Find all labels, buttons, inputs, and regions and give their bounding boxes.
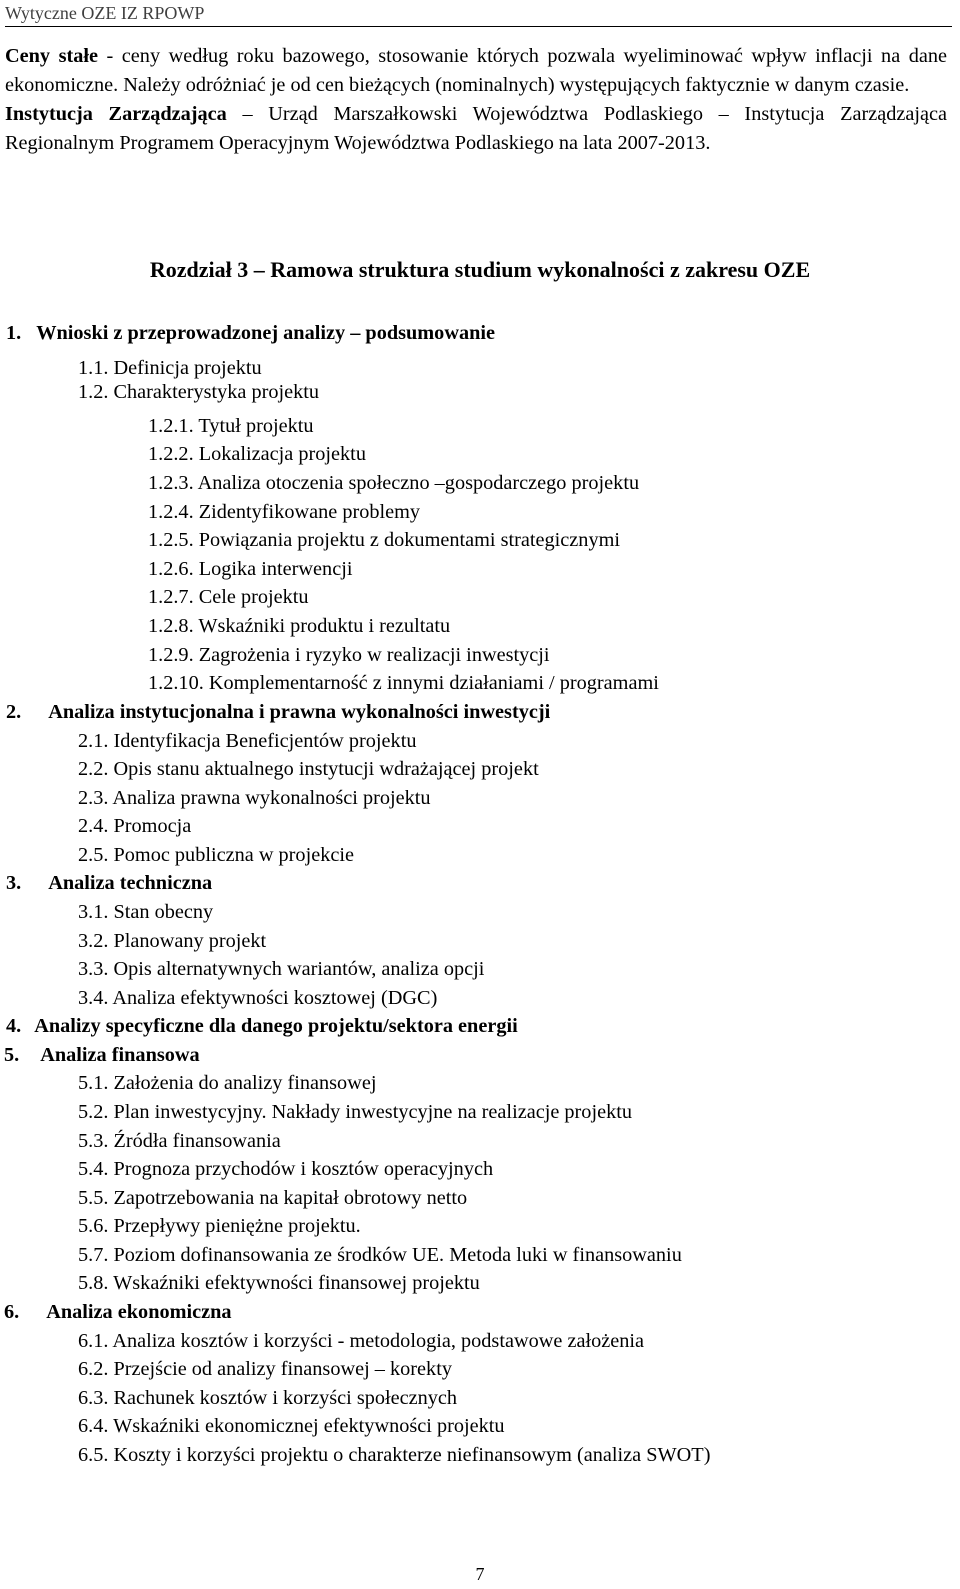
toc-number: 6.3. (78, 1387, 109, 1409)
toc-text: Analiza otoczenia społeczno –gospodarczego projektu (197, 472, 640, 494)
toc-text: Zapotrzebowania na kapitał obrotowy netto (113, 1187, 468, 1209)
toc-item-level-2 (78, 1442, 710, 1468)
toc-text: Opis stanu aktualnego instytucji wdrażającej projekt (113, 758, 539, 780)
toc-number: 5.5. (78, 1187, 109, 1209)
toc-item-level-1 (4, 1299, 232, 1325)
toc-text: Założenia do analizy finansowej (113, 1072, 377, 1094)
toc-item-level-2 (78, 985, 437, 1011)
toc-text: Logika interwencji (198, 558, 353, 580)
toc-number: 2.5. (78, 844, 109, 866)
toc-number: 6.4. (78, 1415, 109, 1437)
toc-item-level-2 (78, 899, 213, 925)
toc-number: 6. (4, 1301, 20, 1323)
toc-text: Wskaźniki produktu i rezultatu (198, 615, 451, 637)
toc-number: 5.8. (78, 1272, 109, 1294)
toc-item-level-3 (148, 670, 659, 696)
toc-number: 4. (6, 1015, 22, 1037)
toc-number: 3.4. (78, 987, 109, 1009)
toc-item-level-3 (148, 527, 620, 553)
toc-number: 1.2. (78, 381, 109, 403)
toc-number: 1.2.10. (148, 672, 204, 694)
toc-text: Rachunek kosztów i korzyści społecznych (113, 1387, 458, 1409)
toc-number: 6.5. (78, 1444, 109, 1466)
toc-text: Komplementarność z innymi działaniami / programami (208, 672, 659, 694)
toc-number: 5.3. (78, 1130, 109, 1152)
toc-number: 3.3. (78, 958, 109, 980)
toc-item-level-3 (148, 642, 550, 668)
toc-number: 1.2.6. (148, 558, 194, 580)
toc-text: Przejście od analizy finansowej – korekty (113, 1358, 452, 1380)
toc-text: Planowany projekt (113, 930, 267, 952)
toc-text: Analiza efektywności kosztowej (DGC) (112, 987, 438, 1009)
toc-number: 5.2. (78, 1101, 109, 1123)
toc-item-level-2 (78, 756, 539, 782)
toc-text: Analiza prawna wykonalności projektu (112, 787, 431, 809)
toc-text: Prognoza przychodów i kosztów operacyjnych (113, 1158, 494, 1180)
toc-text: Źródła finansowania (113, 1130, 281, 1152)
toc-item-level-2 (78, 1156, 493, 1182)
toc-number: 5.1. (78, 1072, 109, 1094)
toc-item-level-1 (6, 320, 495, 346)
toc-text: Zidentyfikowane problemy (198, 501, 421, 523)
toc-text: Plan inwestycyjny. Nakłady inwestycyjne na realizacje projektu (113, 1101, 632, 1123)
toc-text: Promocja (113, 815, 192, 837)
toc-number: 2.2. (78, 758, 109, 780)
toc-number: 6.2. (78, 1358, 109, 1380)
running-header: Wytyczne OZE IZ RPOWP (5, 3, 205, 23)
toc-item-level-2 (78, 785, 431, 811)
toc-number: 1.2.9. (148, 644, 194, 666)
toc-item-level-1 (6, 870, 212, 896)
toc-item-level-3 (148, 584, 309, 610)
page-number: 7 (475, 1564, 485, 1584)
definitions-block (5, 42, 947, 158)
toc-number: 5. (4, 1044, 20, 1066)
toc-number: 6.1. (78, 1330, 109, 1352)
toc-item-level-1 (6, 1013, 518, 1039)
toc-text: Analiza ekonomiczna (46, 1301, 232, 1323)
toc-number: 1.2.7. (148, 586, 194, 608)
toc-number: 1.2.4. (148, 501, 194, 523)
toc-number: 1.2.3. (148, 472, 194, 494)
toc-item-level-3 (148, 441, 366, 467)
toc-number: 1.1. (78, 357, 109, 379)
toc-item-level-2 (78, 1213, 361, 1239)
toc-item-level-2 (78, 728, 416, 754)
toc-item-level-2 (78, 956, 484, 982)
toc-item-level-2 (78, 1070, 376, 1096)
toc-item-level-2 (78, 813, 191, 839)
toc-number: 5.6. (78, 1215, 109, 1237)
toc-text: Pomoc publiczna w projekcie (113, 844, 354, 866)
toc-number: 3.2. (78, 930, 109, 952)
toc-text: Analiza finansowa (40, 1044, 200, 1066)
toc-number: 1. (6, 322, 22, 344)
toc-text: Analiza kosztów i korzyści - metodologia, podstawowe założenia (112, 1330, 645, 1352)
toc-number: 2.3. (78, 787, 109, 809)
toc-item-level-3 (148, 413, 314, 439)
toc-item-level-2 (78, 1270, 480, 1296)
toc-item-level-1 (6, 699, 550, 725)
toc-text: Analiza techniczna (48, 872, 213, 894)
toc-item-level-2 (78, 842, 354, 868)
definition-term: Ceny stałe (5, 45, 99, 67)
toc-item-level-2 (78, 1385, 457, 1411)
toc-text: Definicja projektu (113, 357, 262, 379)
toc-number: 1.2.5. (148, 529, 194, 551)
toc-text: Powiązania projektu z dokumentami strategicznymi (198, 529, 620, 551)
toc-number: 3.1. (78, 901, 109, 923)
toc-item-level-3 (148, 499, 420, 525)
toc-number: 1.2.1. (148, 415, 194, 437)
toc-item-level-2 (78, 1128, 281, 1154)
toc-text: Charakterystyka projektu (113, 381, 320, 403)
toc-text: Przepływy pieniężne projektu. (113, 1215, 361, 1237)
toc-text: Analizy specyficzne dla danego projektu/sektora energii (34, 1015, 518, 1037)
toc-item-level-2 (78, 1185, 467, 1211)
toc-text: Wnioski z przeprowadzonej analizy – podsumowanie (36, 322, 496, 344)
toc-text: Wskaźniki ekonomicznej efektywności projektu (113, 1415, 505, 1437)
toc-number: 2. (6, 701, 22, 723)
toc-text: Identyfikacja Beneficjentów projektu (113, 730, 417, 752)
definition-text: - ceny według roku bazowego, stosowanie których pozwala wyeliminować wpływ inflacji na dane ekonomiczne. Należy odróżniać je od cen bieżących (nominalnych) występujących faktycznie w danym czasie. (5, 45, 947, 96)
toc-number: 2.1. (78, 730, 109, 752)
toc-item-level-1 (4, 1042, 200, 1068)
toc-text: Zagrożenia i ryzyko w realizacji inwestycji (198, 644, 550, 666)
toc-text: Tytuł projektu (198, 415, 314, 437)
definition-ceny-stale (5, 42, 947, 100)
toc-text: Cele projektu (198, 586, 309, 608)
definition-text: – Urząd Marszałkowski Województwa Podlaskiego – Instytucja Zarządzająca Regionalnym Programem Operacyjnym Województwa Podlaskiego na lata 2007-2013. (5, 103, 947, 154)
toc-item-level-2 (78, 1356, 452, 1382)
toc-text: Koszty i korzyści projektu o charakterze niefinansowym (analiza SWOT) (113, 1444, 711, 1466)
toc-text: Lokalizacja projektu (198, 443, 366, 465)
toc-text: Stan obecny (113, 901, 214, 923)
toc-item-level-3 (148, 556, 352, 582)
toc-number: 2.4. (78, 815, 109, 837)
toc-text: Analiza instytucjonalna i prawna wykonalności inwestycji (48, 701, 551, 723)
toc-item-level-2 (78, 379, 319, 405)
toc-item-level-2 (78, 1099, 632, 1125)
toc-number: 1.2.8. (148, 615, 194, 637)
toc-text: Opis alternatywnych wariantów, analiza opcji (113, 958, 485, 980)
toc-item-level-2 (78, 1413, 505, 1439)
toc-item-level-2 (78, 1328, 644, 1354)
header-rule (5, 26, 952, 27)
toc-item-level-2 (78, 355, 262, 381)
toc-number: 3. (6, 872, 22, 894)
toc-text: Wskaźniki efektywności finansowej projektu (113, 1272, 480, 1294)
toc-item-level-3 (148, 613, 450, 639)
toc-item-level-2 (78, 928, 266, 954)
chapter-title: Rozdział 3 – Ramowa struktura studium wykonalności z zakresu OZE (149, 257, 811, 282)
definition-instytucja-zarzadzajaca (5, 100, 947, 158)
toc-number: 5.7. (78, 1244, 109, 1266)
toc-number: 1.2.2. (148, 443, 194, 465)
toc-item-level-2 (78, 1242, 682, 1268)
definition-term: Instytucja Zarządzająca (5, 103, 227, 125)
toc-number: 5.4. (78, 1158, 109, 1180)
toc-item-level-3 (148, 470, 639, 496)
toc-text: Poziom dofinansowania ze środków UE. Metoda luki w finansowaniu (113, 1244, 682, 1266)
